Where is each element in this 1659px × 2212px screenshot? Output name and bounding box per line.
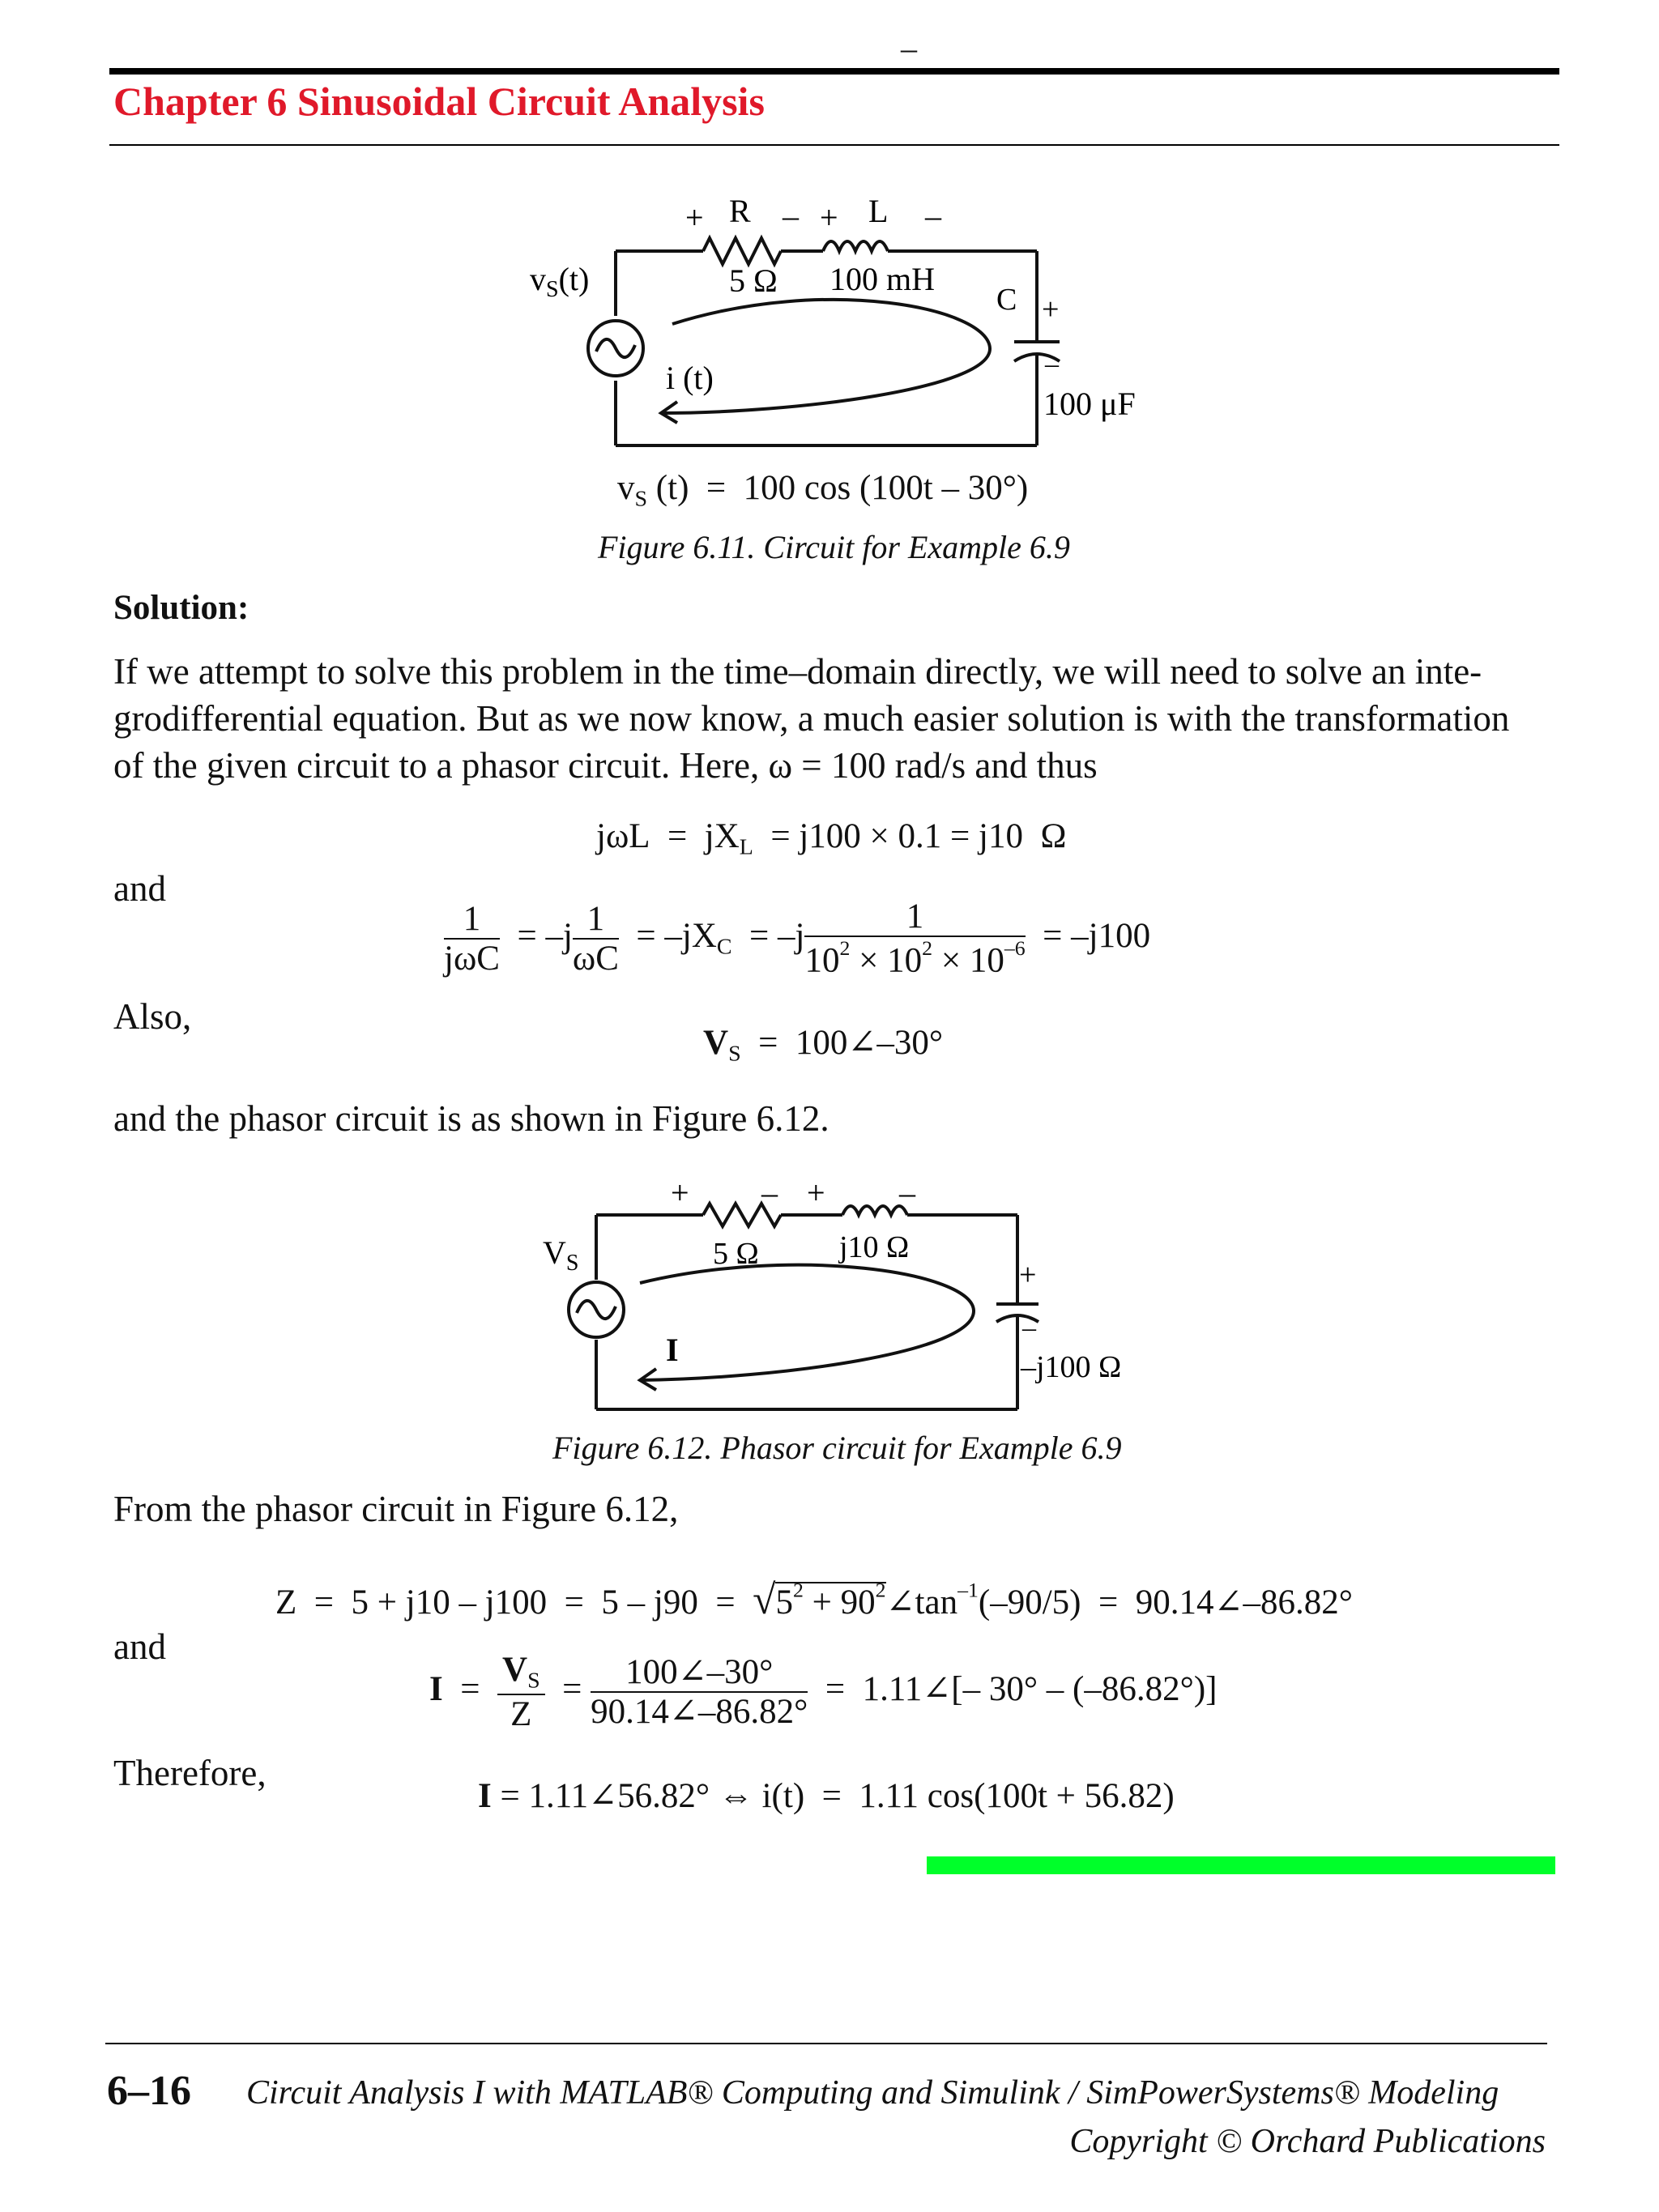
fig2-current-label: I [666, 1332, 679, 1368]
fig2-l-value: j10 Ω [839, 1230, 910, 1264]
equation-vs-phasor: $V_S$ = 100∠–30° [703, 1024, 944, 1067]
fig1-c-name: C [996, 283, 1017, 317]
header-thick-rule [109, 68, 1559, 75]
page-number: 6–16 [107, 2068, 191, 2114]
paragraph-1-line-1: If we attempt to solve this problem in the time–domain directly, we will need to solve an inte- [113, 651, 1482, 692]
equation-final-result: I = 1.11∠56.82° ⇔ i(t) = 1.11 cos(100t + 56.82) [478, 1777, 1175, 1815]
figure-6-11-circuit [486, 186, 1215, 462]
fig1-l-name: L [868, 193, 889, 229]
fig2-c-minus: – [1022, 1313, 1036, 1343]
paragraph-1-line-2: grodifferential equation. But as we now know, a much easier solution is with the transformation [113, 698, 1510, 739]
fig1-source-label: $v_S(t)$ [530, 261, 590, 302]
figure-6-11-caption: Figure 6.11. Circuit for Example 6.9 [598, 529, 1070, 565]
fig1-r-name: R [729, 193, 751, 229]
green-highlight-bar [927, 1856, 1555, 1874]
fig1-l-value: 100 mH [830, 261, 935, 297]
fig2-r-plus: + [671, 1174, 689, 1211]
paragraph-1-line-3: of the given circuit to a phasor circuit. Here, ω = 100 rad/s and thus [113, 745, 1098, 786]
book-title: Circuit Analysis I with MATLAB® Computing and Simulink / SimPowerSystems® Modeling [246, 2074, 1499, 2112]
fig2-source-label: $V_S$ [543, 1234, 579, 1276]
word-also: Also, [113, 996, 192, 1037]
equation-jwl: $j\omega L = jX_L = j100 \times 0.1 = j10$ Ω [596, 817, 1067, 860]
paragraph-1 [113, 648, 1509, 789]
equation-current-phasor: I = $\frac{V_S}{Z}$ = $\frac{100\angle-30^\circ}{90.14\angle-86.82^\circ}$ = 1.11∠[– 30° – (–86.82°)] [429, 1651, 1218, 1734]
fig2-r-minus: – [761, 1174, 778, 1211]
fig1-l-plus: + [820, 199, 838, 236]
equation-impedance: $Z = 5 + j10 - j100 = 5 - j90 = √5^2$ + $90^2\angle\tan^{-1}(-90/5)$ = 90.14∠–86.82° [275, 1577, 1353, 1623]
word-and-1: and [113, 868, 166, 909]
footer-rule [105, 2043, 1547, 2044]
paragraph-2: and the phasor circuit is as shown in Figure 6.12. [113, 1098, 830, 1139]
word-therefore: Therefore, [113, 1753, 267, 1793]
fig1-r-value: 5 Ω [729, 262, 778, 299]
fig1-l-minus: – [925, 198, 941, 234]
figure-6-12-caption: Figure 6.12. Phasor circuit for Example 6.9 [552, 1430, 1122, 1466]
header-thin-rule [109, 144, 1559, 146]
chapter-title: Chapter 6 Sinusoidal Circuit Analysis [113, 79, 765, 124]
word-and-2: and [113, 1626, 166, 1667]
fig1-r-minus: – [783, 198, 799, 234]
fig2-r-value: 5 Ω [713, 1237, 759, 1271]
fig1-c-value: 100 μF [1043, 386, 1136, 422]
fig2-c-value: –j100 Ω [1021, 1350, 1122, 1384]
fig2-l-minus: – [899, 1174, 915, 1211]
fig1-c-minus: – [1045, 349, 1059, 379]
solution-heading: Solution: [113, 589, 249, 627]
figure-6-12-circuit [518, 1174, 1183, 1434]
figure-6-11-equation: $v_S$ (t) = 100 cos (100t – 30°) [617, 469, 1029, 512]
paragraph-3: From the phasor circuit in Figure 6.12, [113, 1489, 679, 1529]
fig1-c-plus: + [1042, 292, 1060, 326]
fig1-r-plus: + [685, 199, 704, 236]
equation-capacitor: $\frac{1}{\text{jωC}}$ = –j $\frac{1}{\omega C}$ = $-jX_C = -j$ $\frac{1}{10^2 \times 10^2 \times 10^{-6}}$ = –j100 [444, 897, 1151, 980]
fig2-l-plus: + [807, 1174, 825, 1211]
fig1-current-label: i (t) [666, 360, 714, 396]
top-mark: – [901, 30, 917, 66]
fig2-c-plus: + [1019, 1258, 1037, 1292]
copyright-line: Copyright © Orchard Publications [1069, 2123, 1546, 2160]
